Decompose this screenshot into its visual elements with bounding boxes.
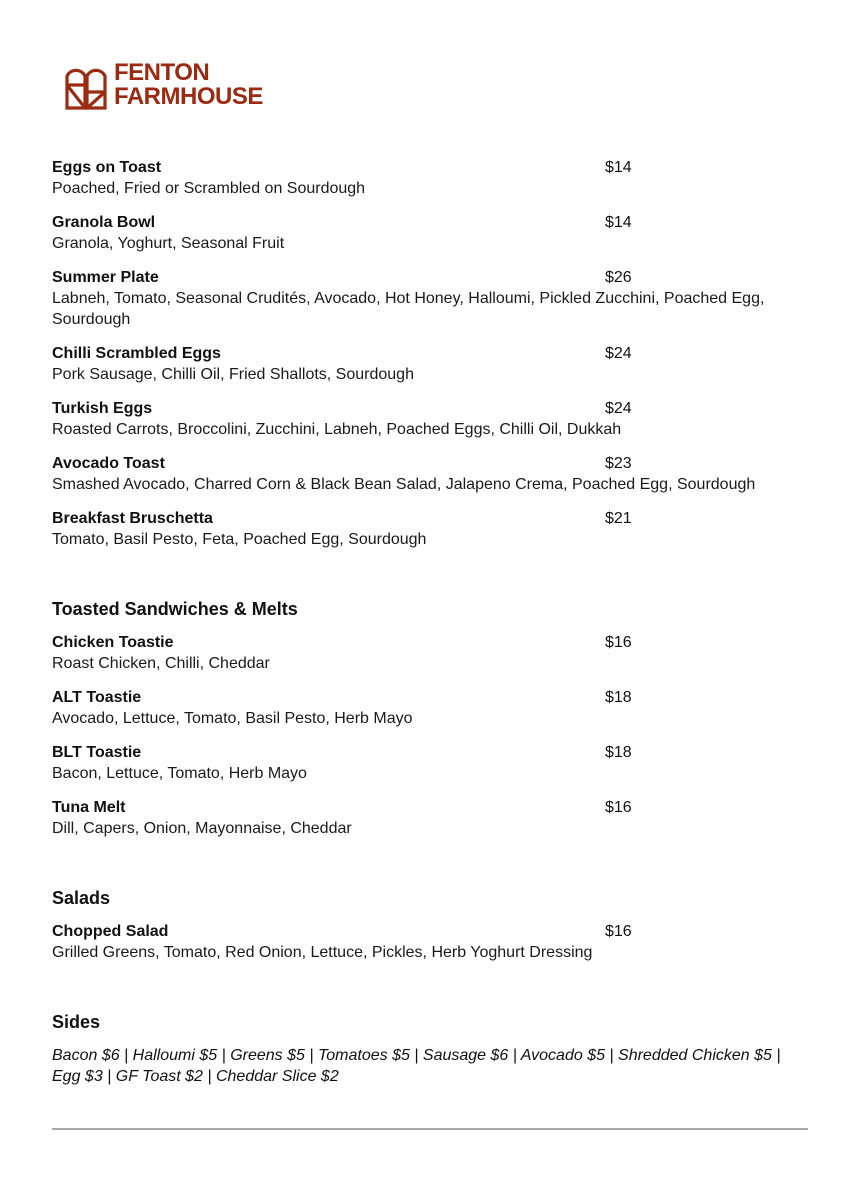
item-name: ALT Toastie	[52, 689, 142, 706]
item-description: Roasted Carrots, Broccolini, Zucchini, Labneh, Poached Eggs, Chilli Oil, Dukkah	[52, 421, 622, 438]
brand-line-1: FENTON	[114, 59, 210, 86]
item-price: $24	[605, 400, 632, 417]
brand-wordmark	[114, 61, 263, 109]
menu-item	[52, 398, 812, 440]
item-description: Roast Chicken, Chilli, Cheddar	[52, 655, 270, 672]
brand-line-2: FARMHOUSE	[114, 83, 263, 110]
item-price: $14	[605, 214, 632, 231]
section-title-sandwiches: Toasted Sandwiches & Melts	[52, 599, 298, 619]
item-name: Chilli Scrambled Eggs	[52, 345, 221, 362]
item-name: Avocado Toast	[52, 455, 165, 472]
menu-item	[52, 508, 812, 550]
item-name: Turkish Eggs	[52, 400, 153, 417]
item-name: Chopped Salad	[52, 923, 169, 940]
brand-logo	[64, 60, 263, 110]
item-name: Granola Bowl	[52, 214, 156, 231]
item-description: Granola, Yoghurt, Seasonal Fruit	[52, 235, 285, 252]
item-name: Summer Plate	[52, 269, 159, 286]
item-price: $23	[605, 455, 632, 472]
item-description: Grilled Greens, Tomato, Red Onion, Lettuce, Pickles, Herb Yoghurt Dressing	[52, 944, 593, 961]
item-name: Breakfast Bruschetta	[52, 510, 213, 527]
item-description: Bacon, Lettuce, Tomato, Herb Mayo	[52, 765, 307, 782]
menu-item	[52, 632, 812, 674]
menu-content	[52, 157, 812, 1087]
item-price: $16	[605, 799, 632, 816]
item-description: Labneh, Tomato, Seasonal Crudités, Avocado, Hot Honey, Halloumi, Pickled Zucchini, Poached Egg, Sourdough	[52, 290, 765, 328]
item-price: $16	[605, 923, 632, 940]
item-name: Chicken Toastie	[52, 634, 174, 651]
item-description: Dill, Capers, Onion, Mayonnaise, Cheddar	[52, 820, 352, 837]
item-name: Eggs on Toast	[52, 159, 162, 176]
item-name: BLT Toastie	[52, 744, 142, 761]
item-description: Tomato, Basil Pesto, Feta, Poached Egg, Sourdough	[52, 531, 427, 548]
menu-item	[52, 921, 812, 963]
menu-item	[52, 212, 812, 254]
item-price: $24	[605, 345, 632, 362]
sides-list: Bacon $6 | Halloumi $5 | Greens $5 | Tomatoes $5 | Sausage $6 | Avocado $5 | Shredded Chicken $5 | Egg $3 | GF Toast $2 | Cheddar Slice $2	[52, 1047, 781, 1085]
menu-item	[52, 267, 812, 330]
bottom-divider	[52, 1128, 808, 1130]
menu-item	[52, 157, 812, 199]
section-title-salads: Salads	[52, 888, 111, 908]
item-price: $18	[605, 689, 632, 706]
menu-item	[52, 797, 812, 839]
section-title-sides: Sides	[52, 1012, 101, 1032]
farmhouse-logo-icon	[64, 60, 108, 110]
item-description: Poached, Fried or Scrambled on Sourdough	[52, 180, 366, 197]
menu-item	[52, 453, 812, 495]
item-price: $21	[605, 510, 632, 527]
item-price: $18	[605, 744, 632, 761]
menu-item	[52, 343, 812, 385]
menu-item	[52, 687, 812, 729]
item-price: $26	[605, 269, 632, 286]
item-description: Pork Sausage, Chilli Oil, Fried Shallots, Sourdough	[52, 366, 414, 383]
item-name: Tuna Melt	[52, 799, 126, 816]
item-description: Smashed Avocado, Charred Corn & Black Bean Salad, Jalapeno Crema, Poached Egg, Sourdough	[52, 476, 756, 493]
item-price: $16	[605, 634, 632, 651]
item-price: $14	[605, 159, 632, 176]
menu-item	[52, 742, 812, 784]
item-description: Avocado, Lettuce, Tomato, Basil Pesto, Herb Mayo	[52, 710, 413, 727]
